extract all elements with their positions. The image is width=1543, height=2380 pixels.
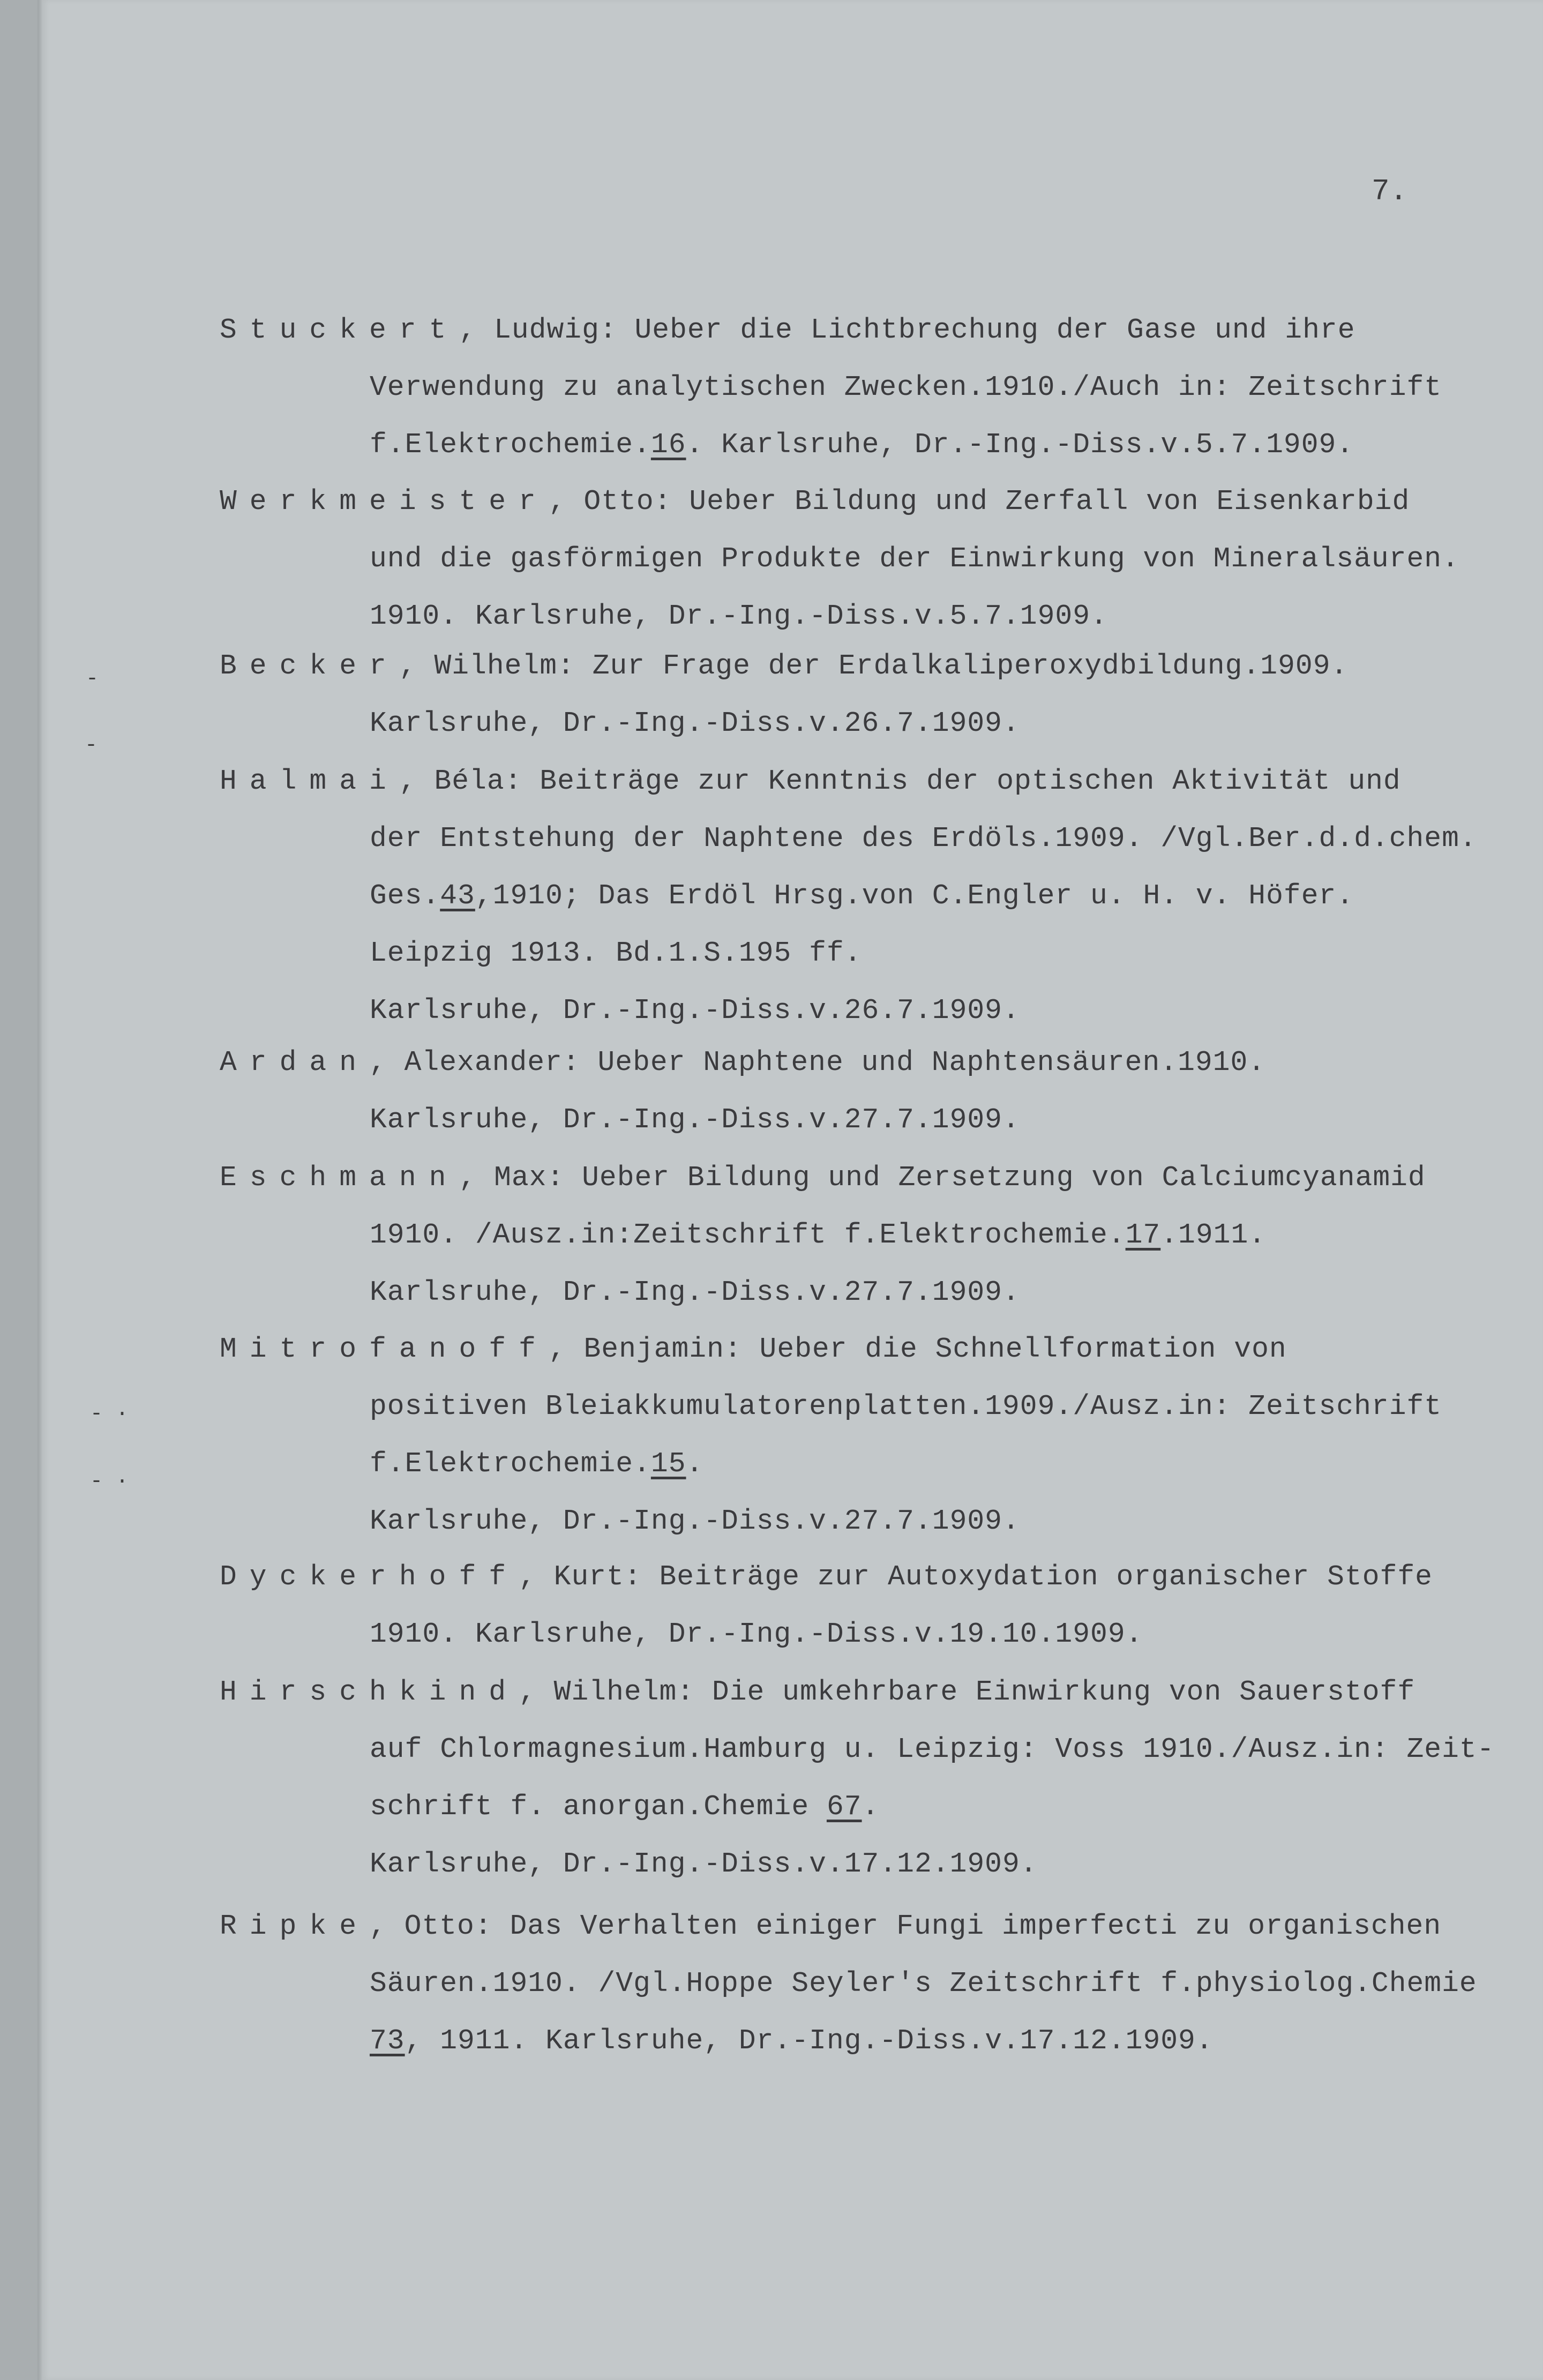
entry-text: . Karlsruhe, Dr.-Ing.-Diss.v.5.7.1909. bbox=[686, 429, 1354, 461]
entry-continuation-line bbox=[370, 427, 1354, 462]
author-surname: Dyckerhoff bbox=[220, 1561, 519, 1593]
author-surname: Mitrofanoff bbox=[220, 1333, 549, 1365]
margin-mark: - · bbox=[90, 1470, 129, 1494]
author-surname: Ardan bbox=[220, 1046, 370, 1079]
entry-continuation-line bbox=[370, 1846, 1038, 1882]
entry-continuation-line bbox=[370, 1789, 879, 1824]
entry-continuation-line bbox=[370, 598, 1108, 634]
entry-text: . bbox=[862, 1791, 880, 1823]
entry-text: , Wilhelm: Die umkehrbare Einwirkung von Sauerstoff bbox=[519, 1676, 1415, 1708]
author-surname: Stuckert bbox=[220, 314, 459, 346]
entry-text: , Benjamin: Ueber die Schnellformation von bbox=[548, 1333, 1287, 1365]
entry-text: Karlsruhe, Dr.-Ing.-Diss.v.27.7.1909. bbox=[370, 1276, 1020, 1308]
author-surname: Becker bbox=[220, 650, 399, 682]
entry-text: , Otto: Ueber Bildung und Zerfall von Eisenkarbid bbox=[548, 485, 1410, 518]
entry-text: , Max: Ueber Bildung und Zersetzung von Calciumcyanamid bbox=[459, 1162, 1426, 1194]
entry-text: , Kurt: Beiträge zur Autoxydation organischer Stoffe bbox=[519, 1561, 1433, 1593]
entry-text: Leipzig 1913. Bd.1.S.195 ff. bbox=[370, 937, 862, 969]
volume-number: 43 bbox=[440, 880, 475, 912]
entry-first-line bbox=[220, 1331, 1287, 1367]
entry-continuation-line bbox=[370, 706, 1020, 741]
entry-text: , Otto: Das Verhalten einiger Fungi imperfecti zu organischen bbox=[369, 1910, 1442, 1942]
entry-text: . bbox=[686, 1448, 704, 1480]
entry-continuation-line bbox=[370, 1446, 703, 1481]
entry-text: ,1910; Das Erdöl Hrsg.von C.Engler u. H. v. Höfer. bbox=[475, 880, 1354, 912]
volume-number: 16 bbox=[650, 429, 686, 461]
entry-continuation-line bbox=[370, 1389, 1442, 1424]
entry-text: , Wilhelm: Zur Frage der Erdalkaliperoxydbildung.1909. bbox=[399, 650, 1349, 682]
entry-text: und die gasförmigen Produkte der Einwirkung von Mineralsäuren. bbox=[370, 543, 1459, 575]
entry-continuation-line bbox=[370, 878, 1354, 914]
entry-first-line bbox=[220, 1909, 1441, 1944]
entry-text: 1910. Karlsruhe, Dr.-Ing.-Diss.v.19.10.1909. bbox=[370, 1618, 1143, 1650]
entry-continuation-line bbox=[370, 1966, 1477, 2001]
entry-text: der Entstehung der Naphtene des Erdöls.1909. /Vgl.Ber.d.d.chem. bbox=[370, 822, 1477, 855]
entry-text: f.Elektrochemie. bbox=[370, 429, 651, 461]
author-surname: Eschmann bbox=[220, 1162, 459, 1194]
entry-text: f.Elektrochemie. bbox=[370, 1448, 651, 1480]
entry-text: 1910. Karlsruhe, Dr.-Ing.-Diss.v.5.7.1909. bbox=[370, 600, 1108, 632]
entry-first-line bbox=[220, 1674, 1415, 1710]
entry-first-line bbox=[220, 1559, 1433, 1595]
entry-continuation-line bbox=[370, 1732, 1495, 1767]
author-surname: Hirschkind bbox=[220, 1676, 519, 1708]
entry-text: .1911. bbox=[1160, 1219, 1267, 1251]
entry-text: Ges. bbox=[370, 880, 440, 912]
entry-text: Karlsruhe, Dr.-Ing.-Diss.v.27.7.1909. bbox=[370, 1104, 1020, 1136]
entry-text: , 1911. Karlsruhe, Dr.-Ing.-Diss.v.17.12.1909. bbox=[405, 2025, 1214, 2057]
entry-text: Säuren.1910. /Vgl.Hoppe Seyler's Zeitschrift f.physiolog.Chemie bbox=[370, 1967, 1477, 2000]
entry-text: schrift f. anorgan.Chemie bbox=[370, 1791, 827, 1823]
entry-continuation-line bbox=[370, 370, 1442, 405]
entry-continuation-line bbox=[370, 1503, 1020, 1539]
entry-continuation-line bbox=[370, 1217, 1266, 1253]
entry-first-line bbox=[220, 1045, 1265, 1080]
entry-text: Karlsruhe, Dr.-Ing.-Diss.v.27.7.1909. bbox=[370, 1505, 1020, 1537]
volume-number: 73 bbox=[370, 2025, 405, 2057]
entry-first-line bbox=[220, 1160, 1426, 1195]
volume-number: 67 bbox=[826, 1791, 862, 1823]
entry-continuation-line bbox=[370, 935, 862, 971]
entry-first-line bbox=[220, 312, 1355, 348]
entry-continuation-line bbox=[370, 1102, 1020, 1137]
page-number: 7. bbox=[1372, 174, 1408, 208]
entry-text: , Alexander: Ueber Naphtene und Naphtensäuren.1910. bbox=[369, 1046, 1266, 1079]
entry-text: positiven Bleiakkumulatorenplatten.1909./Ausz.in: Zeitschrift bbox=[370, 1390, 1442, 1423]
entry-text: Karlsruhe, Dr.-Ing.-Diss.v.17.12.1909. bbox=[370, 1848, 1038, 1880]
entry-first-line bbox=[220, 764, 1401, 799]
author-surname: Werkmeister bbox=[220, 485, 549, 518]
entry-continuation-line bbox=[370, 2023, 1214, 2059]
entry-continuation-line bbox=[370, 821, 1477, 856]
entry-text: Verwendung zu analytischen Zwecken.1910./Auch in: Zeitschrift bbox=[370, 371, 1442, 403]
entry-first-line bbox=[220, 648, 1348, 684]
entry-text: , Ludwig: Ueber die Lichtbrechung der Gase und ihre bbox=[459, 314, 1355, 346]
entry-text: , Béla: Beiträge zur Kenntnis der optischen Aktivität und bbox=[399, 765, 1401, 797]
entry-text: auf Chlormagnesium.Hamburg u. Leipzig: Voss 1910./Ausz.in: Zeit- bbox=[370, 1733, 1495, 1765]
author-surname: Ripke bbox=[220, 1910, 370, 1942]
entry-continuation-line bbox=[370, 993, 1020, 1028]
author-surname: Halmai bbox=[220, 765, 399, 797]
entry-continuation-line bbox=[370, 1275, 1020, 1310]
entry-continuation-line bbox=[370, 1616, 1143, 1652]
entry-first-line bbox=[220, 484, 1410, 519]
margin-mark: - bbox=[85, 734, 98, 758]
entry-continuation-line bbox=[370, 541, 1459, 577]
entry-text: Karlsruhe, Dr.-Ing.-Diss.v.26.7.1909. bbox=[370, 994, 1020, 1027]
margin-mark: - bbox=[86, 667, 99, 691]
margin-mark: - · bbox=[90, 1402, 129, 1426]
entry-text: 1910. /Ausz.in:Zeitschrift f.Elektrochemie. bbox=[370, 1219, 1126, 1251]
volume-number: 17 bbox=[1125, 1219, 1161, 1251]
volume-number: 15 bbox=[650, 1448, 686, 1480]
entry-text: Karlsruhe, Dr.-Ing.-Diss.v.26.7.1909. bbox=[370, 707, 1020, 739]
